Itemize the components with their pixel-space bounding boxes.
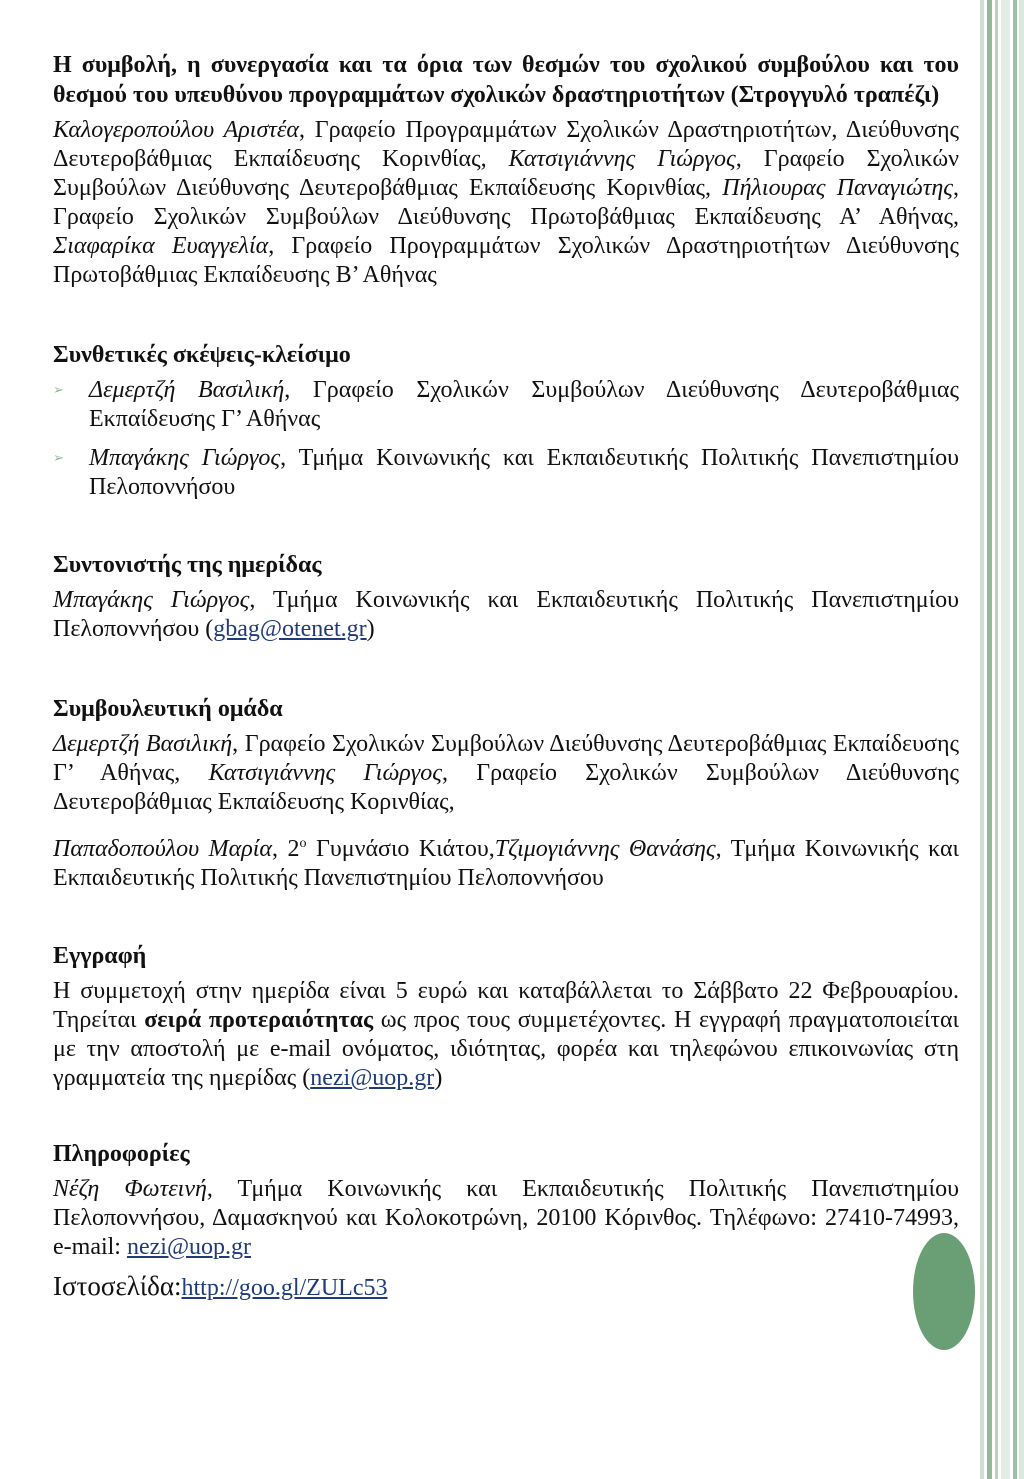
participant-name: Καλογεροπούλου Αριστέα [53, 117, 299, 143]
arrow-bullet-icon: ➢ [53, 450, 64, 465]
coordinator-heading: Συντονιστής της ημερίδας [53, 552, 322, 578]
coordinator-email-link[interactable]: gbag@otenet.gr [213, 616, 367, 642]
closing-item: ➢ Δεμερτζή Βασιλική, Γραφείο Σχολικών Συμβούλων Διεύθυνσης Δευτεροβάθμιας Εκπαίδευσης Γ’ Αθήνας [53, 377, 959, 432]
advisory-text-2: Παπαδοπούλου Μαρία, $2^o$ Γυμνάσιο Κιάτου,Τζιμογιάννης Θανάσης, Τμήμα Κοινωνικής και Εκπαιδευτικής Πολιτικής Πανεπιστημίου Πελοποννήσου [53, 836, 960, 891]
closing-item: ➢ Μπαγάκης Γιώργος, Τμήμα Κοινωνικής και Εκπαιδευτικής Πολιτικής Πανεπιστημίου Πελοποννήσου [53, 445, 959, 500]
page-border-decoration [980, 0, 1024, 1479]
registration-text: Η συμμετοχή στην ημερίδα είναι 5 ευρώ και καταβάλλεται το Σάββατο 22 Φεβρουαρίου. Τηρείται σειρά προτεραιότητας ως προς τους συμμετέχοντες. Η εγγραφή πραγματοποιείται με την αποστολή με e-mail ονόματος, ιδιότητας, φορέα και τηλεφώνου επικοινωνίας στη γραμματεία της ημερίδας (nezi@uop.gr) [53, 978, 959, 1091]
coordinator-text: Μπαγάκης Γιώργος, Τμήμα Κοινωνικής και Εκπαιδευτικής Πολιτικής Πανεπιστημίου Πελοποννήσου (gbag@otenet.gr) [53, 587, 959, 642]
participant-name: Κατσιγιάννης Γιώργος [508, 146, 736, 172]
advisory-text-1: Δεμερτζή Βασιλική, Γραφείο Σχολικών Συμβούλων Διεύθυνσης Δευτεροβάθμιας Εκπαίδευσης Γ’ Αθήνας, Κατσιγιάννης Γιώργος, Γραφείο Σχολικών Συμβούλων Διεύθυνσης Δευτεροβάθμιας Εκπαίδευσης Κορινθίας, [53, 731, 960, 815]
closing-heading: Συνθετικές σκέψεις-κλείσιμο [53, 342, 351, 368]
roundtable-participants: Καλογεροπούλου Αριστέα, Γραφείο Προγραμμάτων Σχολικών Δραστηριοτήτων, Διεύθυνσης Δευτεροβάθμιας Εκπαίδευσης Κορινθίας, Κατσιγιάννης Γιώργος, Γραφείο Σχολικών Συμβούλων Διεύθυνσης Δευτεροβάθμιας Εκπαίδευσης Κορινθίας, Πήλιουρας Παναγιώτης, Γραφείο Σχολικών Συμβούλων Διεύθυνσης Πρωτοβάθμιας Εκπαίδευσης Α’ Αθήνας, Σιαφαρίκα Ευαγγελία, Γραφείο Προγραμμάτων Σχολικών Δραστηριοτήτων Διεύθυνσης Πρωτοβάθμιας Εκπαίδευσης Β’ Αθήνας [53, 117, 959, 288]
participant-name: Σιαφαρίκα Ευαγγελία [53, 233, 269, 259]
arrow-bullet-icon: ➢ [53, 382, 64, 397]
info-heading: Πληροφορίες [53, 1141, 190, 1167]
registration-heading: Εγγραφή [53, 943, 147, 969]
website-link[interactable]: http://goo.gl/ZULc53 [181, 1275, 388, 1301]
registration-email-link[interactable]: nezi@uop.gr [310, 1065, 435, 1091]
website-line [53, 1270, 959, 1304]
participant-name: Πήλιουρας Παναγιώτης [722, 175, 953, 201]
info-text: Νέζη Φωτεινή, Τμήμα Κοινωνικής και Εκπαιδευτικής Πολιτικής Πανεπιστημίου Πελοποννήσου, Δαμασκηνού και Κολοκοτρώνη, 20100 Κόρινθος. Τηλέφωνο: 27410-74993, e-mail: nezi@uop.gr [53, 1176, 959, 1260]
roundtable-title: Η συμβολή, η συνεργασία και τα όρια των θεσμών του σχολικού συμβούλου και του θεσμού του υπευθύνου προγραμμάτων σχολικών δραστηριοτήτων (Στρογγυλό τραπέζι) [53, 52, 959, 108]
document-content [53, 50, 959, 1304]
info-email-link[interactable]: nezi@uop.gr [126, 1234, 252, 1260]
advisory-heading: Συμβουλευτική ομάδα [53, 696, 283, 722]
website-label: Ιστοσελίδα: [53, 1271, 182, 1301]
